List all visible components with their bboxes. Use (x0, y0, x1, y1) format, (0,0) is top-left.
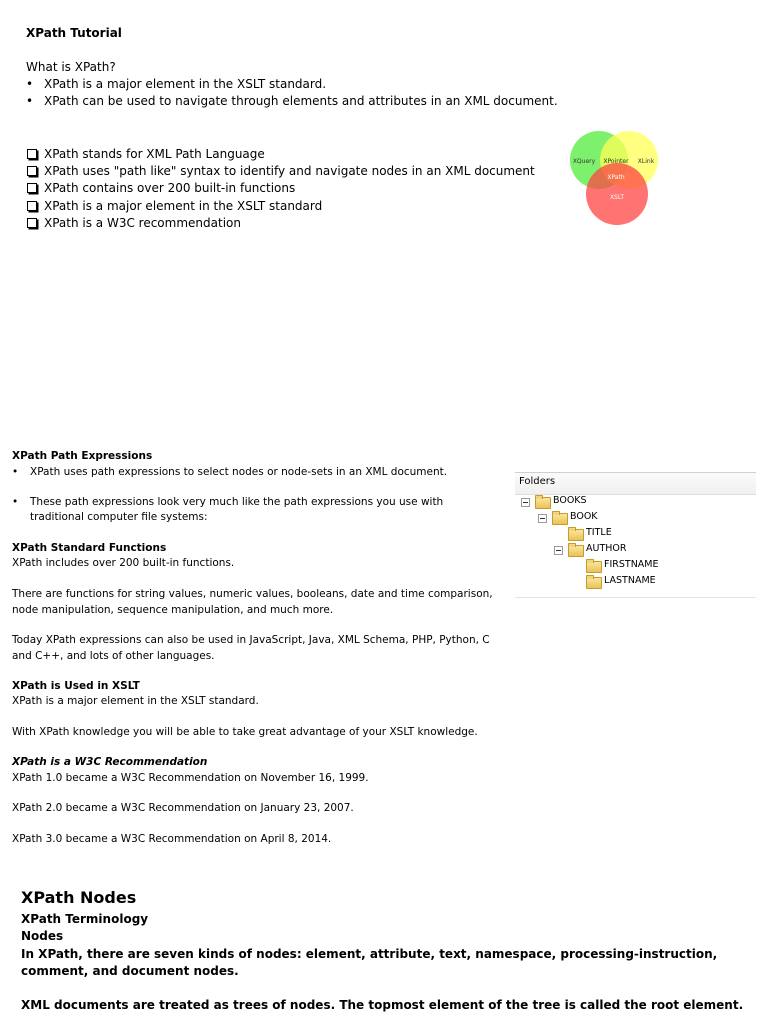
folder-icon (552, 513, 568, 525)
collapse-icon[interactable] (521, 498, 530, 507)
nodes-p1: In XPath, there are seven kinds of nodes: element, attribute, text, namespace, processing-instruction, comment, and document nodes. (21, 947, 718, 978)
w3c-p2: XPath 2.0 became a W3C Recommendation on January 23, 2007. (12, 802, 354, 814)
nodes-p2: XML documents are treated as trees of nodes. The topmost element of the tree is called the root element. (21, 998, 744, 1012)
intro-bullet: • XPath can be used to navigate through elements and attributes in an XML document. (26, 93, 558, 110)
nodes-subheading: Nodes (21, 929, 64, 943)
path-expressions-list (12, 465, 498, 540)
venn-label-xlink: XLink (637, 158, 655, 165)
venn-label-xslt: XSLT (609, 194, 625, 201)
page-title: XPath Tutorial (26, 26, 122, 40)
xslt-p1: XPath is a major element in the XSLT standard. (12, 695, 259, 707)
w3c-heading: XPath is a W3C Recommendation (12, 756, 208, 768)
venn-label-xpath: XPath (607, 174, 625, 181)
xslt-heading: XPath is Used in XSLT (12, 680, 140, 692)
intro-heading: What is XPath? (26, 60, 116, 74)
checklist-item: XPath uses "path like" syntax to identify and navigate nodes in an XML document (26, 163, 535, 180)
w3c-p3: XPath 3.0 became a W3C Recommendation on April 8, 2014. (12, 833, 332, 845)
checklist-item: XPath stands for XML Path Language (26, 146, 535, 163)
checkbox-icon (27, 201, 37, 211)
folder-icon (568, 529, 584, 541)
venn-label-xquery: XQuery (572, 158, 596, 165)
collapse-icon[interactable] (554, 546, 563, 555)
xslt-p2: With XPath knowledge you will be able to take great advantage of your XSLT knowledge. (12, 726, 478, 738)
folders-panel: Folders BOOKS BOOK TITLE AUTHOR FIRSTNAME LASTNAME (515, 472, 756, 598)
intro-bullet: • XPath is a major element in the XSLT standard. (26, 76, 558, 93)
folder-icon (535, 497, 551, 509)
nodes-heading: XPath Nodes (21, 888, 137, 907)
checkbox-icon (27, 218, 37, 228)
venn-diagram (566, 128, 666, 228)
checklist-item: XPath contains over 200 built-in functions (26, 180, 535, 197)
standard-functions-p1: XPath includes over 200 built-in functions. (12, 557, 235, 569)
folder-icon (568, 545, 584, 557)
checkbox-icon (27, 183, 37, 193)
nodes-terminology: XPath Terminology (21, 912, 149, 926)
collapse-icon[interactable] (538, 514, 547, 523)
checklist-item: XPath is a major element in the XSLT standard (26, 198, 535, 215)
folders-header: Folders (515, 473, 756, 495)
folder-icon (586, 561, 602, 573)
venn-label-xpointer: XPointer (603, 158, 629, 165)
intro-bullet-list (26, 76, 558, 110)
path-expressions-bullet: • These path expressions look very much like the path expressions you use with traditional computer file systems: (12, 495, 498, 526)
checkbox-icon (27, 149, 37, 159)
folder-icon (586, 577, 602, 589)
checklist-item: XPath is a W3C recommendation (26, 215, 535, 232)
checkbox-icon (27, 166, 37, 176)
standard-functions-p2: There are functions for string values, numeric values, booleans, date and time comparison, node manipulation, sequence manipulation, and much more. (12, 588, 493, 616)
standard-functions-heading: XPath Standard Functions (12, 542, 167, 554)
path-expressions-heading: XPath Path Expressions (12, 450, 153, 462)
standard-functions-p3: Today XPath expressions can also be used in JavaScript, Java, XML Schema, PHP, Python, C and C++, and lots of other languages. (12, 634, 490, 662)
checklist (26, 146, 535, 232)
w3c-p1: XPath 1.0 became a W3C Recommendation on November 16, 1999. (12, 772, 369, 784)
path-expressions-bullet: • XPath uses path expressions to select nodes or node-sets in an XML document. (12, 465, 498, 481)
